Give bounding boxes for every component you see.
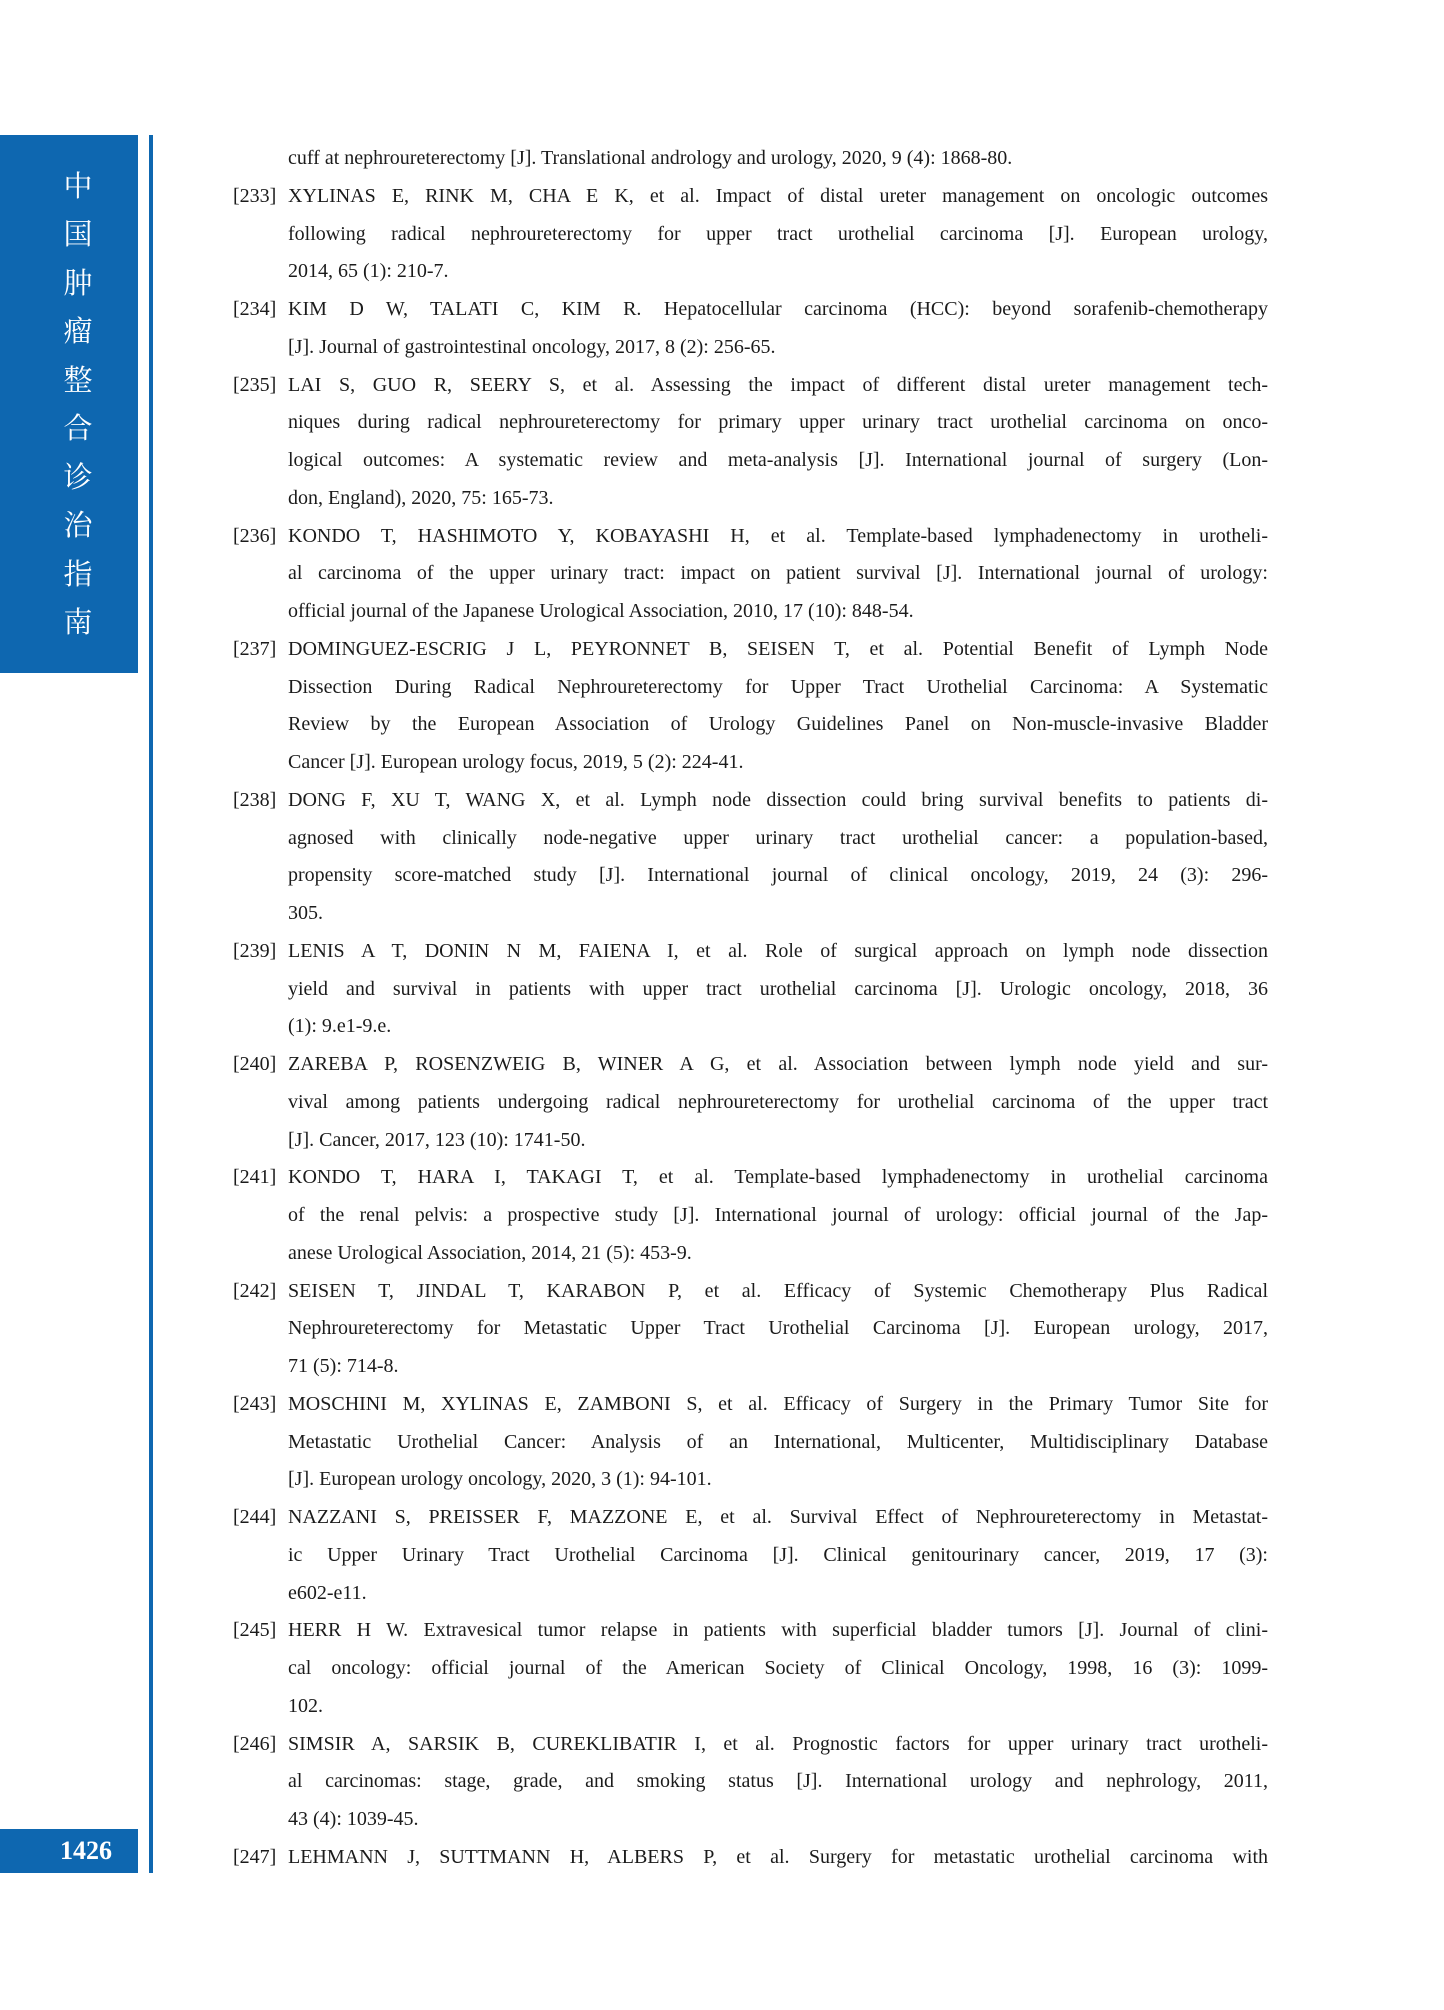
sidebar-title-char: 中 xyxy=(63,168,93,203)
reference-label: [238] xyxy=(233,788,277,811)
reference-entry xyxy=(233,933,1268,1046)
reference-entry xyxy=(233,1726,1268,1839)
reference-line: propensity score-matched study [J]. International journal of clinical oncology, 2019, 24 (3): 296- xyxy=(288,864,1268,887)
reference-label: [244] xyxy=(233,1506,277,1528)
sidebar-title-char: 指 xyxy=(63,556,93,591)
reference-line: LENIS A T, DONIN N M, FAIENA I, et al. Role of surgical approach on lymph node dissection xyxy=(288,939,1268,962)
reference-line: vival among patients undergoing radical nephroureterectomy for urothelial carcinoma of the upper tract xyxy=(288,1090,1268,1113)
reference-line: DOMINGUEZ-ESCRIG J L, PEYRONNET B, SEISEN T, et al. Potential Benefit of Lymph Node xyxy=(288,637,1268,660)
reference-line: MOSCHINI M, XYLINAS E, ZAMBONI S, et al. Efficacy of Surgery in the Primary Tumor Site for xyxy=(288,1392,1268,1415)
reference-line: Nephroureterectomy for Metastatic Upper Tract Urothelial Carcinoma [J]. European urology, 2017, xyxy=(288,1317,1268,1340)
reference-line: [J]. Cancer, 2017, 123 (10): 1741-50. xyxy=(288,1128,586,1151)
reference-entry xyxy=(233,291,1268,367)
reference-label: [235] xyxy=(233,373,277,396)
reference-entry xyxy=(233,367,1268,518)
reference-line: LEHMANN J, SUTTMANN H, ALBERS P, et al. Surgery for metastatic urothelial carcinoma with xyxy=(288,1845,1268,1868)
sidebar-title-char: 肿 xyxy=(63,265,93,300)
reference-line: e602-e11. xyxy=(288,1581,367,1604)
reference-line: Dissection During Radical Nephroureterectomy for Upper Tract Urothelial Carcinoma: A Systematic xyxy=(288,675,1268,698)
reference-line: yield and survival in patients with upper tract urothelial carcinoma [J]. Urologic oncology, 2018, 36 xyxy=(288,977,1268,1000)
reference-line: cuff at nephroureterectomy [J]. Translational andrology and urology, 2020, 9 (4): 1868-80. xyxy=(288,147,1013,169)
reference-line: of the renal pelvis: a prospective study [J]. International journal of urology: official journal of the Jap- xyxy=(288,1204,1268,1226)
sidebar-title-char: 南 xyxy=(63,605,93,639)
reference-entry xyxy=(233,631,1268,782)
reference-entry xyxy=(233,1046,1268,1159)
reference-label: [236] xyxy=(233,524,277,547)
reference-line: niques during radical nephroureterectomy for primary upper urinary tract urothelial carcinoma on onco- xyxy=(288,411,1268,434)
reference-line: al carcinoma of the upper urinary tract: impact on patient survival [J]. International journal of urology: xyxy=(288,562,1268,585)
reference-line: DONG F, XU T, WANG X, et al. Lymph node dissection could bring survival benefits to patients di- xyxy=(288,788,1268,811)
reference-entry xyxy=(233,1499,1268,1612)
reference-line: Metastatic Urothelial Cancer: Analysis of an International, Multicenter, Multidisciplinary Database xyxy=(288,1430,1268,1453)
reference-line: following radical nephroureterectomy for upper tract urothelial carcinoma [J]. European urology, xyxy=(288,222,1268,245)
reference-line: Review by the European Association of Urology Guidelines Panel on Non-muscle-invasive Bladder xyxy=(288,713,1268,736)
reference-line: HERR H W. Extravesical tumor relapse in patients with superficial bladder tumors [J]. Journal of clini- xyxy=(288,1619,1268,1642)
reference-entry xyxy=(233,1273,1268,1386)
reference-label: [240] xyxy=(233,1053,277,1075)
reference-line: 102. xyxy=(288,1694,323,1717)
reference-line: (1): 9.e1-9.e. xyxy=(288,1015,392,1038)
reference-line: 2014, 65 (1): 210-7. xyxy=(288,260,449,283)
reference-line: anese Urological Association, 2014, 21 (5): 453-9. xyxy=(288,1241,692,1264)
reference-label: [243] xyxy=(233,1392,277,1415)
reference-line: logical outcomes: A systematic review and meta-analysis [J]. International journal of surgery (Lon- xyxy=(288,449,1268,471)
reference-label: [239] xyxy=(233,939,277,962)
reference-line: [J]. European urology oncology, 2020, 3 (1): 94-101. xyxy=(288,1468,712,1491)
reference-entry xyxy=(233,782,1268,933)
reference-line: SIMSIR A, SARSIK B, CUREKLIBATIR I, et al. Prognostic factors for upper urinary tract urotheli- xyxy=(288,1732,1268,1755)
reference-entry xyxy=(233,1386,1268,1499)
reference-line: KONDO T, HASHIMOTO Y, KOBAYASHI H, et al. Template-based lymphadenectomy in urotheli- xyxy=(288,524,1268,547)
reference-label: [233] xyxy=(233,184,277,207)
reference-label: [234] xyxy=(233,298,277,320)
page-number: 1426 xyxy=(60,1836,112,1865)
reference-entry xyxy=(288,140,1268,178)
reference-entry xyxy=(233,1839,1268,1877)
reference-line: 305. xyxy=(288,902,323,924)
reference-entry xyxy=(233,178,1268,291)
reference-entry xyxy=(233,1612,1268,1725)
sidebar-title-char: 整 xyxy=(63,362,93,397)
reference-line: al carcinomas: stage, grade, and smoking status [J]. International urology and nephrology, 2011, xyxy=(288,1770,1268,1793)
reference-line: ic Upper Urinary Tract Urothelial Carcinoma [J]. Clinical genitourinary cancer, 2019, 17 (3): xyxy=(288,1543,1268,1566)
reference-line: don, England), 2020, 75: 165-73. xyxy=(288,486,554,509)
reference-label: [241] xyxy=(233,1166,277,1189)
sidebar-banner xyxy=(0,135,138,673)
sidebar-title-char: 合 xyxy=(63,411,93,445)
reference-label: [246] xyxy=(233,1732,277,1755)
reference-line: [J]. Journal of gastrointestinal oncology, 2017, 8 (2): 256-65. xyxy=(288,335,776,358)
reference-line: XYLINAS E, RINK M, CHA E K, et al. Impact of distal ureter management on oncologic outcomes xyxy=(288,184,1268,207)
vertical-divider xyxy=(149,135,153,1873)
reference-line: SEISEN T, JINDAL T, KARABON P, et al. Efficacy of Systemic Chemotherapy Plus Radical xyxy=(288,1279,1268,1302)
sidebar-title-char: 诊 xyxy=(63,459,93,494)
page-number-badge xyxy=(0,1829,138,1873)
reference-label: [237] xyxy=(233,637,277,660)
reference-line: Cancer [J]. European urology focus, 2019, 5 (2): 224-41. xyxy=(288,751,744,773)
reference-line: 71 (5): 714-8. xyxy=(288,1355,399,1377)
reference-line: KONDO T, HARA I, TAKAGI T, et al. Template-based lymphadenectomy in urothelial carcinoma xyxy=(288,1166,1268,1189)
reference-line: official journal of the Japanese Urological Association, 2010, 17 (10): 848-54. xyxy=(288,600,914,622)
reference-line: KIM D W, TALATI C, KIM R. Hepatocellular carcinoma (HCC): beyond sorafenib-chemotherapy xyxy=(288,298,1268,320)
reference-line: 43 (4): 1039-45. xyxy=(288,1808,419,1830)
sidebar-title-char: 治 xyxy=(63,508,93,542)
reference-line: agnosed with clinically node-negative upper urinary tract urothelial cancer: a population-based, xyxy=(288,826,1268,849)
reference-entry xyxy=(233,518,1268,631)
reference-line: NAZZANI S, PREISSER F, MAZZONE E, et al. Survival Effect of Nephroureterectomy in Metastat- xyxy=(288,1506,1268,1528)
reference-entry xyxy=(233,1159,1268,1272)
reference-line: cal oncology: official journal of the American Society of Clinical Oncology, 1998, 16 (3): 1099- xyxy=(288,1657,1268,1679)
sidebar-title-char: 国 xyxy=(63,217,93,251)
references-list xyxy=(233,140,1268,1877)
reference-label: [245] xyxy=(233,1619,277,1642)
sidebar-title-char: 瘤 xyxy=(63,314,93,348)
reference-label: [242] xyxy=(233,1279,277,1302)
reference-line: LAI S, GUO R, SEERY S, et al. Assessing the impact of different distal ureter management tech- xyxy=(288,373,1268,396)
reference-label: [247] xyxy=(233,1845,277,1868)
reference-line: ZAREBA P, ROSENZWEIG B, WINER A G, et al. Association between lymph node yield and sur- xyxy=(288,1053,1268,1075)
